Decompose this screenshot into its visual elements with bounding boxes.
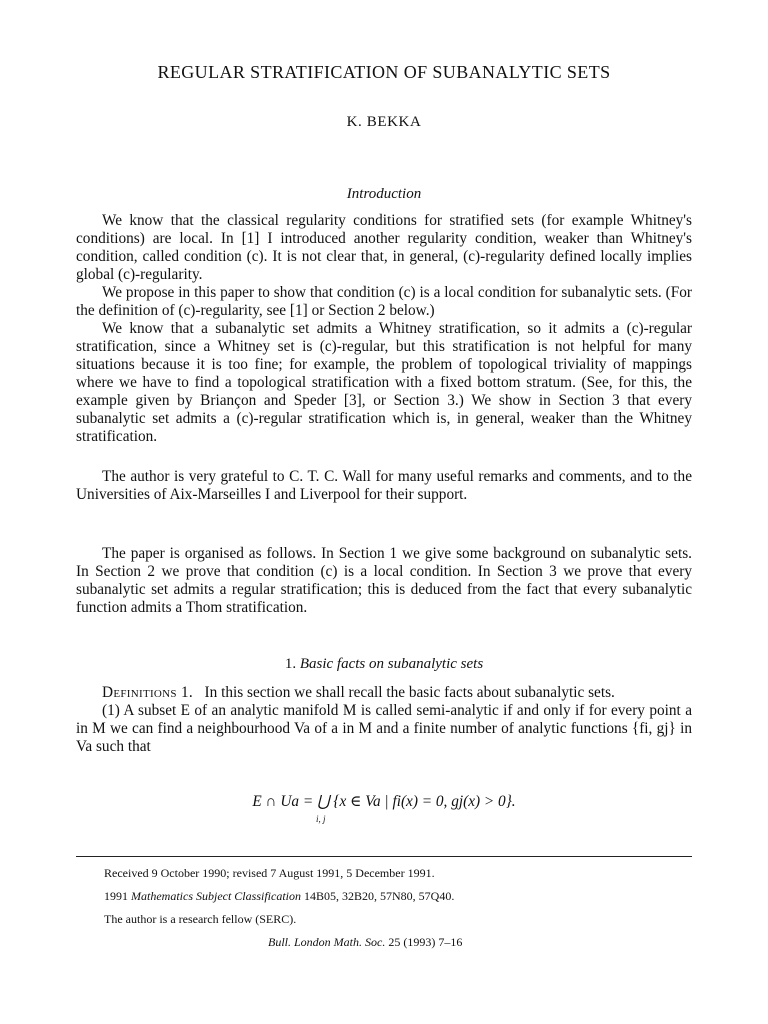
received-date-note: Received 9 October 1990; revised 7 August 1991, 5 December 1991. xyxy=(104,866,435,880)
journal-citation xyxy=(268,935,462,950)
section-1-title: Basic facts on subanalytic sets xyxy=(299,656,484,672)
intro-paragraph-3: We know that a subanalytic set admits a Whitney stratification, so it admits a (c)-regular stratification, since a Whitney set is (c)-regular, but this stratification is not helpful for many situations because it is too fine; for example, the problem of topological triviality of mappings where we have to find a topological stratification with a fixed bottom stratum. (See, for this, the example given by Briançon and Speder [3], or Section 3.) We show in Section 3 that every subanalytic set admits a (c)-regular stratification which is, in general, weaker than the Whitney stratification. xyxy=(76,320,692,445)
intro-paragraph-1: We know that the classical regularity conditions for stratified sets (for example Whitney's conditions) are local. In [1] I introduced another regularity condition, weaker than Whitney's condition, called condition (c). It is not clear that, in general, (c)-regularity defined locally implies global (c)-regularity. xyxy=(76,212,692,283)
definition-item-1: (1) A subset E of an analytic manifold M is called semi-analytic if and only if for every point a in M we can find a neighbourhood Va of a in M and a finite number of analytic functions {fi, gj} in Va such that xyxy=(76,702,692,755)
outline-block xyxy=(76,545,692,617)
acknowledgement-paragraph: The author is very grateful to C. T. C. Wall for many useful remarks and comments, and to the Universities of Aix-Marseilles I and Liverpool for their support. xyxy=(76,468,692,503)
journal-name: Bull. London Math. Soc. xyxy=(268,935,386,949)
paper-title: REGULAR STRATIFICATION OF SUBANALYTIC SETS xyxy=(157,62,611,82)
outline-paragraph: The paper is organised as follows. In Section 1 we give some background on subanalytic sets. In Section 2 we prove that condition (c) is a local condition. In Section 3 we prove that every subanalytic set admits a regular stratification; this is deduced from the fact that every subanalytic function admits a Thom stratification. xyxy=(76,545,692,616)
msc-note xyxy=(104,889,454,904)
formula-union-index: i, j xyxy=(316,814,326,824)
acknowledgement-block xyxy=(76,468,692,504)
research-fellow-note: The author is a research fellow (SERC). xyxy=(104,912,297,926)
introduction-heading-text: Introduction xyxy=(346,186,422,202)
section-1-body xyxy=(76,684,692,756)
paper-author: K. BEKKA xyxy=(346,114,422,130)
definitions-text: In this section we shall recall the basic facts about subanalytic sets. xyxy=(204,684,615,701)
introduction-heading xyxy=(0,186,768,203)
semi-analytic-formula: E ∩ Ua = ⋃ {x ∈ Va | fi(x) = 0, gj(x) > 0}. xyxy=(252,793,516,810)
section-1-heading xyxy=(0,656,768,673)
msc-label: Mathematics Subject Classification xyxy=(131,889,301,903)
introduction-body xyxy=(76,212,692,446)
intro-paragraph-2: We propose in this paper to show that condition (c) is a local condition for subanalytic sets. (For the definition of (c)-regularity, see [1] or Section 2 below.) xyxy=(76,284,692,319)
section-1-number: 1. xyxy=(284,656,297,672)
msc-codes: 14B05, 32B20, 57N80, 57Q40. xyxy=(303,889,455,903)
journal-volume: 25 (1993) 7–16 xyxy=(388,935,463,949)
msc-year: 1991 xyxy=(104,889,128,903)
definitions-paragraph xyxy=(76,684,692,702)
footnote-divider xyxy=(76,856,692,857)
definitions-label: Definitions 1. xyxy=(102,684,194,701)
